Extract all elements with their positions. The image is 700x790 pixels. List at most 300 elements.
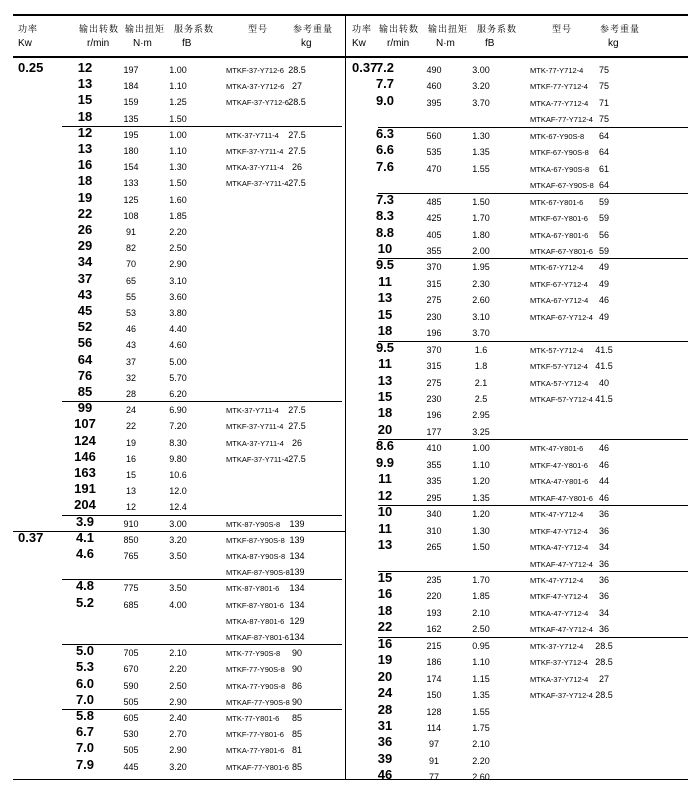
right-torque-header: 输出扭矩	[428, 25, 469, 35]
right-torque-cell: 405	[426, 229, 442, 240]
right-group-separator	[378, 637, 688, 638]
right-factor-header: 服务系数	[477, 25, 518, 35]
right-factor-cell: 1.95	[472, 262, 490, 273]
left-factor-cell: 3.80	[169, 308, 187, 318]
right-speed-cell: 7.2	[375, 60, 395, 75]
right-weight-header: 参考重量	[600, 25, 641, 35]
left-weight-cell: 27.5	[288, 146, 306, 156]
left-torque-cell: 37	[125, 356, 136, 367]
right-model-cell: MTK-67-Y801-6	[530, 197, 584, 207]
left-torque-cell: 125	[123, 194, 139, 205]
right-group-separator	[378, 439, 688, 440]
right-torque-cell: 335	[426, 476, 442, 487]
left-speed-cell: 29	[77, 238, 93, 254]
left-torque-cell: 590	[123, 680, 139, 691]
right-weight-cell: 49	[598, 278, 609, 289]
right-model-cell: MTKAF-67-Y712-4	[530, 312, 593, 322]
right-weight-cell: 27	[598, 673, 609, 684]
right-speed-cell: 15	[377, 569, 393, 585]
right-factor-cell: 1.80	[472, 229, 490, 240]
right-speed-cell: 22	[377, 619, 393, 635]
right-speed-cell: 20	[377, 668, 393, 684]
right-factor-cell: 1.35	[472, 147, 490, 158]
left-factor-cell: 3.50	[169, 551, 187, 561]
left-factor-cell: 3.60	[169, 291, 187, 302]
left-torque-cell: 685	[123, 599, 139, 610]
left-weight-cell: 27.5	[288, 178, 306, 189]
left-torque-cell: 70	[125, 259, 136, 270]
left-speed-cell: 52	[77, 319, 93, 335]
right-weight-cell: 59	[598, 213, 609, 224]
left-torque-cell: 13	[125, 486, 136, 497]
left-group-separator	[62, 644, 342, 645]
left-speed-cell: 45	[77, 303, 93, 318]
right-power-header: 功率	[352, 25, 373, 35]
right-speed-cell: 15	[377, 306, 393, 322]
left-speed-cell: 13	[77, 141, 93, 156]
left-factor-header-unit: fB	[182, 38, 192, 49]
left-power-label: 0.25	[18, 60, 44, 75]
right-model-cell: MTKA-77-Y712-4	[530, 98, 589, 108]
left-torque-cell: 28	[125, 389, 136, 399]
left-group-separator	[62, 515, 342, 516]
left-torque-cell: 53	[125, 308, 136, 318]
left-speed-cell: 76	[77, 367, 93, 383]
right-model-cell: MTKF-37-Y712-4	[530, 658, 588, 668]
left-speed-header-unit: r/min	[87, 38, 110, 49]
left-weight-cell: 85	[291, 713, 302, 723]
right-factor-cell: 1.10	[472, 657, 490, 668]
right-speed-cell: 36	[377, 734, 393, 750]
right-factor-cell: 2.1	[474, 377, 488, 388]
right-speed-cell: 8.8	[375, 224, 395, 240]
left-torque-cell: 12	[125, 502, 136, 513]
left-factor-cell: 2.10	[169, 648, 187, 659]
left-weight-cell: 27.5	[288, 453, 306, 464]
left-factor-cell: 4.40	[169, 324, 187, 335]
right-torque-cell: 355	[426, 245, 442, 256]
right-model-cell: MTKA-37-Y712-4	[530, 674, 589, 684]
left-speed-cell: 5.0	[75, 643, 95, 659]
left-weight-cell: 90	[291, 664, 302, 675]
right-weight-cell: 56	[598, 229, 609, 240]
right-factor-cell: 2.95	[472, 410, 490, 421]
right-factor-cell: 2.10	[472, 607, 490, 618]
right-factor-cell: 3.25	[472, 426, 490, 437]
left-speed-cell: 34	[77, 254, 93, 270]
right-model-cell: MTKA-47-Y712-4	[530, 543, 589, 553]
left-weight-cell: 81	[291, 745, 302, 756]
left-speed-header: 输出转数	[79, 25, 120, 35]
left-weight-cell: 90	[291, 648, 302, 659]
right-speed-cell: 9.5	[375, 257, 395, 273]
right-model-cell: MTKA-57-Y712-4	[530, 378, 589, 388]
right-weight-cell: 34	[598, 607, 609, 618]
right-torque-cell: 460	[426, 81, 442, 92]
left-torque-cell: 775	[123, 583, 139, 594]
right-factor-cell: 1.6	[474, 344, 488, 355]
right-weight-cell: 36	[598, 624, 609, 635]
left-model-cell: MTKA-77-Y90S-8	[226, 681, 286, 691]
right-torque-cell: 470	[426, 163, 442, 174]
right-speed-cell: 13	[377, 537, 393, 553]
left-speed-cell: 124	[74, 432, 96, 448]
left-model-cell: MTK-77-Y90S-8	[226, 649, 281, 659]
left-model-cell: MTK-37-Y711-4	[226, 406, 279, 416]
right-factor-cell: 3.70	[472, 97, 490, 108]
right-weight-cell: 28.5	[595, 690, 613, 701]
right-torque-cell: 97	[428, 739, 439, 750]
right-weight-cell: 64	[598, 130, 609, 141]
left-torque-cell: 154	[123, 162, 139, 173]
right-model-cell: MTK-67-Y90S-8	[530, 131, 585, 141]
right-group-separator	[378, 341, 688, 342]
right-power-label: 0.37	[352, 60, 378, 75]
left-speed-cell: 107	[74, 416, 96, 432]
right-torque-cell: 128	[426, 706, 442, 717]
left-torque-cell: 55	[125, 291, 136, 302]
right-model-cell: MTKF-57-Y712-4	[530, 362, 588, 372]
table-top-rule	[13, 14, 688, 16]
left-weight-cell: 26	[291, 162, 302, 173]
right-model-cell: MTKA-47-Y712-4	[530, 608, 589, 618]
left-factor-cell: 2.20	[169, 664, 187, 675]
right-weight-cell: 64	[598, 180, 609, 191]
right-model-cell: MTKF-77-Y712-4	[530, 82, 588, 92]
right-torque-cell: 275	[426, 295, 442, 306]
right-factor-cell: 1.55	[472, 163, 490, 174]
table-bottom-rule	[13, 779, 688, 780]
right-weight-cell: 75	[598, 65, 609, 75]
right-torque-cell: 265	[426, 542, 442, 553]
right-torque-cell: 235	[426, 574, 442, 585]
left-torque-cell: 670	[123, 664, 139, 675]
right-factor-cell: 1.30	[472, 130, 490, 141]
left-torque-cell: 16	[125, 453, 136, 464]
left-torque-cell: 24	[125, 405, 136, 416]
right-factor-cell: 1.00	[472, 443, 490, 454]
left-model-cell: MTKAF-87-Y801-6	[226, 633, 289, 642]
left-factor-cell: 9.80	[169, 453, 187, 464]
left-model-cell: MTKA-87-Y801-6	[226, 616, 285, 626]
left-power-header-unit: Kw	[18, 38, 32, 49]
column-divider	[345, 14, 346, 779]
right-weight-cell: 41.5	[595, 394, 613, 404]
right-torque-cell: 196	[426, 410, 442, 421]
right-speed-cell: 18	[377, 602, 393, 618]
left-speed-cell: 99	[77, 400, 93, 416]
right-model-cell: MTK-47-Y712-4	[530, 510, 584, 520]
right-weight-cell: 40	[598, 377, 609, 388]
right-power-header-unit: Kw	[352, 38, 366, 49]
left-speed-cell: 15	[77, 92, 93, 108]
right-model-cell: MTKA-67-Y90S-8	[530, 164, 590, 174]
right-torque-cell: 355	[426, 459, 442, 470]
right-factor-cell: 2.10	[472, 739, 490, 750]
left-factor-cell: 2.90	[169, 259, 187, 270]
left-factor-cell: 1.85	[169, 210, 187, 221]
left-factor-cell: 3.50	[169, 583, 187, 594]
right-factor-cell: 3.20	[472, 81, 490, 92]
right-torque-cell: 150	[426, 690, 442, 701]
left-weight-header-unit: kg	[301, 38, 312, 49]
left-torque-cell: 46	[125, 324, 136, 335]
left-factor-cell: 4.60	[169, 340, 187, 351]
left-factor-cell: 5.70	[169, 372, 187, 383]
right-factor-cell: 1.30	[472, 525, 490, 536]
right-torque-cell: 315	[426, 361, 442, 372]
right-speed-header: 输出转数	[379, 25, 420, 35]
right-speed-cell: 24	[377, 685, 393, 701]
right-group-separator	[378, 193, 688, 194]
left-factor-cell: 2.70	[169, 729, 187, 740]
left-torque-header: 输出扭矩	[125, 25, 166, 35]
right-weight-cell: 36	[598, 574, 609, 585]
right-factor-cell: 3.00	[472, 65, 490, 75]
left-weight-cell: 85	[291, 761, 302, 772]
left-speed-cell: 6.0	[75, 675, 95, 691]
right-weight-cell: 59	[598, 245, 609, 256]
right-factor-cell: 1.10	[472, 459, 490, 470]
left-factor-cell: 3.20	[169, 761, 187, 772]
right-group-separator	[378, 505, 688, 506]
left-model-cell: MTKF-77-Y90S-8	[226, 665, 285, 675]
right-speed-cell: 15	[377, 389, 393, 404]
right-weight-cell: 71	[598, 97, 609, 108]
left-model-cell: MTKF-37-Y712-6	[226, 66, 284, 75]
left-model-cell: MTK-77-Y801-6	[226, 714, 280, 723]
left-speed-cell: 163	[74, 465, 96, 480]
left-factor-cell: 1.10	[169, 146, 187, 156]
left-speed-cell: 12	[77, 60, 93, 75]
right-speed-cell: 28	[377, 701, 393, 717]
left-factor-cell: 1.00	[169, 65, 187, 75]
right-speed-cell: 7.3	[375, 191, 395, 207]
right-speed-cell: 9.5	[375, 339, 395, 355]
right-torque-cell: 535	[426, 147, 442, 158]
left-weight-cell: 134	[289, 632, 305, 642]
left-factor-cell: 6.20	[169, 389, 187, 399]
right-torque-cell: 340	[426, 509, 442, 520]
left-factor-cell: 1.25	[169, 97, 187, 108]
right-model-cell: MTKF-67-Y90S-8	[530, 148, 589, 158]
left-torque-cell: 180	[123, 146, 139, 156]
left-factor-cell: 2.90	[169, 745, 187, 756]
right-model-cell: MTKF-47-Y712-4	[530, 592, 588, 602]
left-torque-cell: 19	[125, 437, 136, 448]
right-model-cell: MTKA-67-Y712-4	[530, 296, 589, 306]
left-model-header: 型号	[248, 25, 269, 35]
left-model-cell: MTKF-87-Y90S-8	[226, 535, 285, 545]
left-factor-cell: 5.00	[169, 356, 187, 367]
right-group-separator	[378, 571, 688, 572]
right-weight-cell: 46	[598, 295, 609, 306]
left-factor-cell: 1.60	[169, 194, 187, 205]
right-torque-cell: 114	[426, 723, 442, 733]
left-model-cell: MTKAF-77-Y801-6	[226, 762, 289, 772]
left-model-cell: MTKF-87-Y801-6	[226, 600, 284, 610]
left-speed-cell: 4.8	[75, 578, 95, 594]
left-torque-header-unit: N·m	[133, 38, 152, 49]
right-factor-cell: 1.50	[472, 542, 490, 553]
right-torque-cell: 230	[426, 311, 442, 322]
right-speed-cell: 31	[377, 718, 393, 733]
left-factor-cell: 3.10	[169, 275, 187, 286]
left-speed-cell: 5.3	[75, 659, 95, 675]
right-speed-cell: 7.7	[375, 76, 395, 92]
left-torque-cell: 505	[123, 745, 139, 756]
left-factor-cell: 2.50	[169, 680, 187, 691]
right-weight-cell: 59	[598, 196, 609, 207]
right-torque-cell: 91	[428, 755, 439, 766]
right-speed-cell: 9.0	[375, 92, 395, 108]
left-torque-cell: 184	[123, 81, 139, 92]
left-weight-cell: 26	[291, 437, 302, 448]
left-model-cell: MTKA-87-Y90S-8	[226, 552, 286, 561]
right-model-cell: MTK-67-Y712-4	[530, 263, 584, 273]
right-torque-header-unit: N·m	[436, 38, 455, 49]
right-weight-cell: 75	[598, 114, 609, 125]
left-power-header: 功率	[18, 25, 39, 35]
right-speed-cell: 8.3	[375, 208, 395, 224]
right-speed-cell: 19	[377, 652, 393, 668]
right-weight-cell: 46	[598, 443, 609, 454]
left-model-cell: MTKAF-37-Y712-6	[226, 98, 289, 108]
left-speed-cell: 146	[74, 448, 96, 464]
left-speed-cell: 37	[77, 270, 93, 286]
right-model-cell: MTKAF-67-Y801-6	[530, 246, 593, 256]
right-torque-cell: 215	[426, 640, 442, 651]
right-speed-cell: 13	[377, 372, 393, 388]
left-torque-cell: 133	[123, 178, 139, 189]
right-weight-cell: 36	[598, 591, 609, 602]
right-speed-cell: 6.3	[375, 125, 395, 141]
left-weight-cell: 27	[291, 81, 302, 92]
right-model-cell: MTK-47-Y801-6	[530, 444, 584, 454]
right-torque-cell: 193	[426, 607, 442, 618]
left-model-cell: MTK-87-Y801-6	[226, 584, 280, 594]
right-model-cell: MTKAF-67-Y90S-8	[530, 181, 594, 191]
left-speed-cell: 7.0	[75, 691, 95, 707]
left-weight-cell: 139	[289, 567, 305, 578]
right-torque-cell: 275	[426, 377, 442, 388]
right-factor-cell: 1.55	[472, 706, 490, 717]
left-model-cell: MTKF-77-Y801-6	[226, 730, 284, 740]
left-factor-cell: 2.20	[169, 227, 187, 237]
right-speed-cell: 11	[378, 520, 392, 536]
right-torque-cell: 77	[428, 772, 439, 783]
right-torque-cell: 177	[426, 426, 442, 437]
left-factor-cell: 3.00	[169, 518, 187, 529]
right-torque-cell: 370	[426, 262, 442, 273]
right-weight-cell: 46	[598, 459, 609, 470]
left-speed-cell: 7.9	[75, 756, 95, 772]
right-weight-cell: 36	[598, 558, 609, 569]
left-weight-cell: 139	[289, 534, 305, 545]
right-weight-cell: 28.5	[595, 657, 613, 668]
left-weight-cell: 86	[291, 680, 302, 691]
right-speed-cell: 6.6	[375, 142, 395, 158]
left-speed-cell: 204	[74, 497, 96, 513]
right-torque-cell: 310	[426, 525, 442, 536]
left-torque-cell: 43	[125, 340, 136, 351]
right-speed-cell: 11	[378, 471, 392, 487]
right-torque-cell: 370	[426, 344, 442, 355]
left-model-cell: MTKA-37-Y711-4	[226, 438, 284, 448]
left-speed-cell: 3.9	[75, 513, 95, 529]
right-model-cell: MTKAF-57-Y712-4	[530, 395, 593, 404]
left-factor-header: 服务系数	[174, 25, 215, 35]
right-speed-cell: 18	[377, 405, 393, 421]
left-speed-cell: 18	[77, 108, 93, 124]
right-model-cell: MTK-57-Y712-4	[530, 345, 584, 355]
left-weight-cell: 134	[289, 583, 305, 594]
right-speed-cell: 11	[378, 273, 392, 289]
left-speed-cell: 5.8	[75, 708, 95, 723]
right-factor-cell: 2.20	[472, 755, 490, 766]
left-weight-cell: 27.5	[288, 129, 306, 140]
left-weight-cell: 90	[291, 696, 302, 707]
right-weight-cell: 36	[598, 525, 609, 536]
right-speed-cell: 10	[377, 504, 393, 520]
left-factor-cell: 2.90	[169, 696, 187, 707]
right-factor-cell: 1.35	[472, 690, 490, 701]
right-model-cell: MTK-47-Y712-4	[530, 575, 584, 585]
right-torque-cell: 395	[426, 97, 442, 108]
left-speed-cell: 4.6	[75, 546, 95, 561]
right-factor-cell: 3.10	[472, 311, 490, 322]
left-speed-cell: 12	[77, 124, 93, 140]
left-model-cell: MTKF-37-Y711-4	[226, 422, 284, 432]
right-factor-cell: 1.8	[474, 361, 488, 372]
left-torque-cell: 765	[123, 551, 139, 561]
right-factor-cell: 1.15	[472, 673, 490, 684]
left-model-cell: MTK-87-Y90S-8	[226, 519, 281, 529]
left-weight-cell: 134	[289, 599, 305, 610]
right-speed-cell: 8.6	[375, 438, 395, 454]
left-speed-cell: 85	[77, 384, 93, 399]
left-group-separator	[62, 579, 342, 580]
right-weight-cell: 49	[598, 262, 609, 273]
left-factor-cell: 12.4	[169, 502, 187, 513]
right-weight-cell: 28.5	[595, 640, 613, 651]
right-factor-cell: 1.85	[472, 591, 490, 602]
right-group-separator	[378, 127, 688, 128]
right-weight-cell: 46	[598, 492, 609, 503]
left-model-cell: MTKAF-37-Y711-4	[226, 454, 289, 464]
left-speed-cell: 4.1	[75, 529, 95, 545]
right-torque-cell: 230	[426, 394, 442, 404]
left-factor-cell: 1.00	[169, 129, 187, 140]
left-group-separator	[62, 401, 342, 402]
left-group-separator	[62, 126, 342, 127]
right-model-cell: MTKA-47-Y801-6	[530, 477, 589, 487]
left-model-cell: MTKA-77-Y801-6	[226, 746, 285, 756]
right-torque-cell: 410	[426, 443, 442, 454]
right-factor-cell: 2.5	[474, 394, 488, 404]
right-factor-cell: 2.30	[472, 278, 490, 289]
left-weight-cell: 134	[289, 551, 305, 561]
right-model-cell: MTKAF-47-Y712-4	[530, 625, 593, 635]
left-factor-cell: 2.40	[169, 713, 187, 723]
left-torque-cell: 530	[123, 729, 139, 740]
right-torque-cell: 196	[426, 328, 442, 339]
left-speed-cell: 64	[77, 351, 93, 367]
left-torque-cell: 82	[125, 243, 136, 254]
left-weight-cell: 27.5	[288, 405, 306, 416]
left-torque-cell: 135	[123, 113, 139, 124]
right-factor-cell: 1.70	[472, 213, 490, 224]
